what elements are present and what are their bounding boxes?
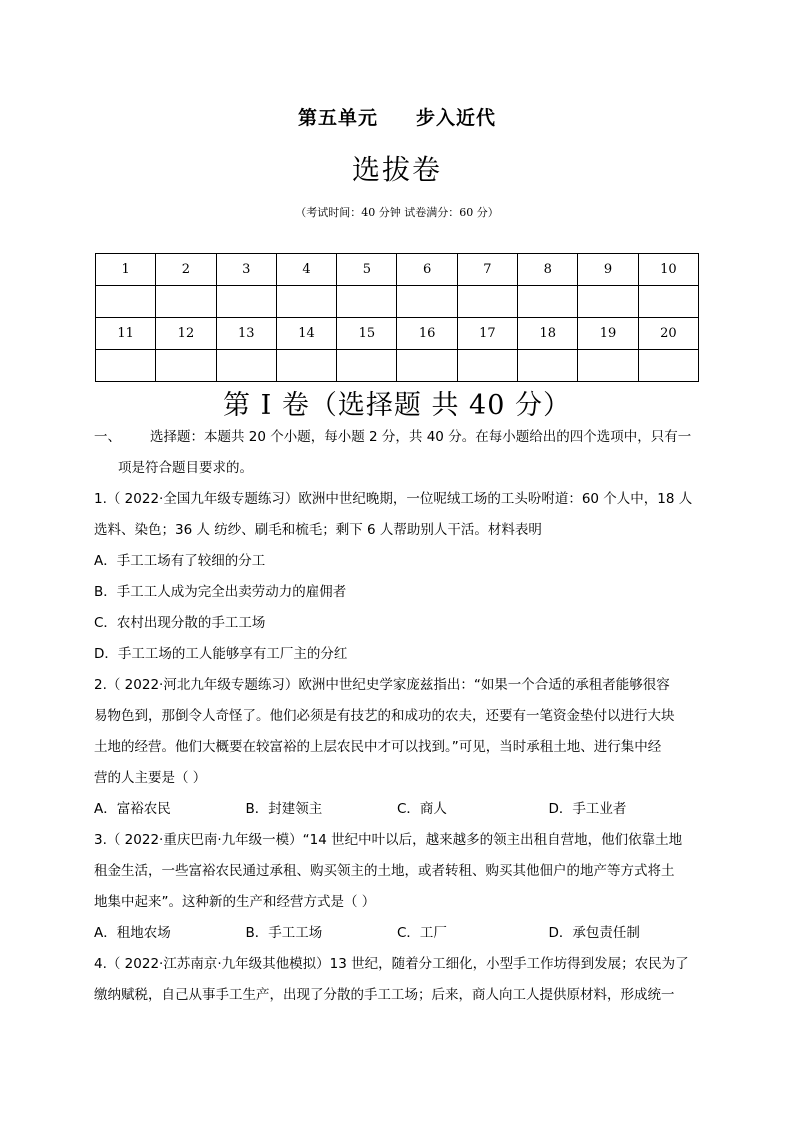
answer-cell[interactable] [578,350,638,382]
question-content [94,422,700,1011]
answer-header-row-1 [96,254,699,286]
answer-option[interactable]: B．手工工人成为完全出卖劳动力的雇佣者 [94,584,347,600]
q-number-cell: 9 [578,254,638,286]
answer-cell[interactable] [638,286,698,318]
answer-option[interactable]: B．封建领主 [245,801,323,817]
answer-cell[interactable] [96,286,156,318]
question-stem: 选料、染色；36 人 纺纱、刷毛和梳毛；剩下 6 人帮助别人干活。材料表明 [94,522,542,538]
answer-cell[interactable] [216,286,276,318]
answer-table [95,253,699,382]
answer-cell[interactable] [276,350,336,382]
q-number-cell: 16 [397,318,457,350]
q-number-cell: 2 [156,254,216,286]
q-number-cell: 11 [96,318,156,350]
answer-option[interactable]: D．承包责任制 [548,925,640,941]
answer-option[interactable]: C．商人 [397,801,447,817]
answer-cell[interactable] [397,350,457,382]
answer-blank-row-1 [96,286,699,318]
answer-blank-row-2 [96,350,699,382]
section-heading [94,422,700,453]
question-stem: 缴纳赋税，自己从事手工生产，出现了分散的手工工场；后来，商人向工人提供原材料，形成统一 [94,987,675,1003]
answer-cell[interactable] [156,350,216,382]
unit-title [0,103,794,130]
unit-name: 步入近代 [416,107,497,129]
q-number-cell: 14 [276,318,336,350]
q-number-cell: 13 [216,318,276,350]
q-number-cell: 15 [337,318,397,350]
answer-option[interactable]: D．手工业者 [548,801,627,817]
question-stem: 土地的经营。他们大概要在较富裕的上层农民中才可以找到。”可见，当时承租土地、进行集中经 [94,739,662,755]
exam-info: （考试时间：40 分钟 试卷满分：60 分） [295,206,499,219]
q-number-cell: 19 [578,318,638,350]
question-stem: 2.（ 2022·河北九年级专题练习）欧洲中世纪史学家庞兹指出：“如果一个合适的承租者能够很容 [94,677,670,693]
q-number-cell: 1 [96,254,156,286]
q-number-cell: 20 [638,318,698,350]
q-number-cell: 17 [457,318,517,350]
part-title: 第 I 卷（选择题 共 40 分） [223,390,571,421]
answer-cell[interactable] [276,286,336,318]
answer-cell[interactable] [337,286,397,318]
q-number-cell: 4 [276,254,336,286]
answer-option[interactable]: A．手工工场有了较细的分工 [94,553,266,569]
question-stem: 地集中起来”。这种新的生产和经营方式是（ ） [94,894,376,910]
question-stem: 营的人主要是（ ） [94,770,207,786]
answer-option[interactable]: A．富裕农民 [94,801,171,817]
answer-option[interactable]: C．农村出现分散的手工工场 [94,615,266,631]
answer-option[interactable]: B．手工工场 [245,925,323,941]
section-number: 一、 [94,429,121,445]
q-number-cell: 10 [638,254,698,286]
question-stem: 易物色到，那倒令人奇怪了。他们必须是有技艺的和成功的农夫，还要有一笔资金垫付以进行大块 [94,708,675,724]
q-number-cell: 5 [337,254,397,286]
q-number-cell: 7 [457,254,517,286]
option-row [94,794,700,825]
answer-option[interactable]: C．工厂 [397,925,447,941]
section-instructions: 选择题：本题共 20 个小题，每小题 2 分，共 40 分。在每小题给出的四个选项中，只有一 [150,429,692,445]
unit-number: 第五单元 [297,107,378,129]
option-row [94,918,700,949]
question-stem: 4.（ 2022·江苏南京·九年级其他模拟）13 世纪，随着分工细化，小型手工作坊得到发展；农民为了 [94,956,689,972]
answer-cell[interactable] [156,286,216,318]
q-number-cell: 6 [397,254,457,286]
section-instructions-cont: 项是符合题目要求的。 [118,460,253,476]
answer-cell[interactable] [518,286,578,318]
q-number-cell: 12 [156,318,216,350]
q-number-cell: 8 [518,254,578,286]
answer-cell[interactable] [96,350,156,382]
answer-header-row-2 [96,318,699,350]
answer-cell[interactable] [216,350,276,382]
answer-cell[interactable] [578,286,638,318]
question-stem: 1.（ 2022·全国九年级专题练习）欧洲中世纪晚期，一位呢绒工场的工头吩咐道：60 个人中，18 人 [94,491,693,507]
answer-option[interactable]: D．手工工场的工人能够享有工厂主的分红 [94,646,348,662]
q-number-cell: 18 [518,318,578,350]
answer-cell[interactable] [457,286,517,318]
answer-cell[interactable] [518,350,578,382]
answer-cell[interactable] [397,286,457,318]
question-stem: 3.（ 2022·重庆巴南·九年级一模）“14 世纪中叶以后，越来越多的领主出租自营地，他们依靠土地 [94,832,683,848]
question-stem: 租金生活，一些富裕农民通过承租、购买领主的土地，或者转租、购买其他佃户的地产等方式将土 [94,863,675,879]
answer-option[interactable]: A．租地农场 [94,925,171,941]
answer-cell[interactable] [457,350,517,382]
q-number-cell: 3 [216,254,276,286]
page-title: 选拔卷 [351,153,442,186]
answer-cell[interactable] [337,350,397,382]
answer-cell[interactable] [638,350,698,382]
